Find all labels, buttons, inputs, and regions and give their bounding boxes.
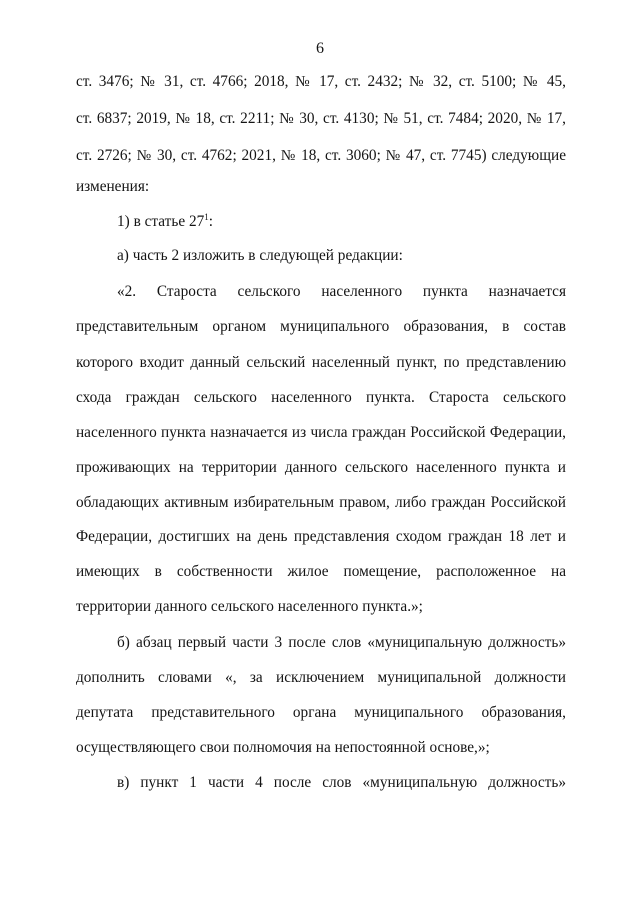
text-line: проживающих на территории данного сельского населенного пункта и: [76, 459, 566, 476]
text-line: дополнить словами «, за исключением муниципальной должности: [76, 669, 566, 686]
text-line: ст. 6837; 2019, № 18, ст. 2211; № 30, ст. 4130; № 51, ст. 7484; 2020, № 17,: [76, 110, 566, 127]
text-line: обладающих активным избирательным правом, либо граждан Российской: [76, 494, 566, 511]
text-line: представительным органом муниципального образования, в состав: [76, 318, 566, 335]
article-heading-line: [117, 212, 566, 232]
text-line: «2. Староста сельского населенного пункта назначается: [117, 283, 566, 300]
page-number: 6: [316, 40, 324, 57]
text-line: осуществляющего свои полномочия на непостоянной основе,»;: [76, 739, 490, 756]
text-line: которого входит данный сельский населенный пункт, по представлению: [76, 354, 566, 371]
text-line: схода граждан сельского населенного пункта. Староста сельского: [76, 389, 566, 406]
text-line: ст. 3476; № 31, ст. 4766; 2018, № 17, ст. 2432; № 32, ст. 5100; № 45,: [76, 73, 566, 90]
text-line: населенного пункта назначается из числа граждан Российской Федерации,: [76, 424, 566, 441]
text-line: а) часть 2 изложить в следующей редакции:: [117, 247, 403, 264]
text-line: Федерации, достигших на день представления сходом граждан 18 лет и: [76, 528, 566, 545]
text-line: в) пункт 1 части 4 после слов «муниципальную должность»: [117, 774, 566, 791]
text-line: имеющих в собственности жилое помещение, расположенное на: [76, 563, 566, 580]
text-line: б) абзац первый части 3 после слов «муниципальную должность»: [117, 634, 566, 651]
article-superscript: 1: [204, 211, 209, 222]
article-heading-text: 1) в статье 27: [117, 213, 205, 230]
text-line: депутата представительного органа муниципального образования,: [76, 704, 566, 721]
article-heading-colon: :: [208, 213, 213, 230]
text-line: территории данного сельского населенного пункта.»;: [76, 598, 423, 615]
text-line: ст. 2726; № 30, ст. 4762; 2021, № 18, ст. 3060; № 47, ст. 7745) следующие: [76, 147, 566, 164]
text-line: изменения:: [76, 178, 150, 195]
